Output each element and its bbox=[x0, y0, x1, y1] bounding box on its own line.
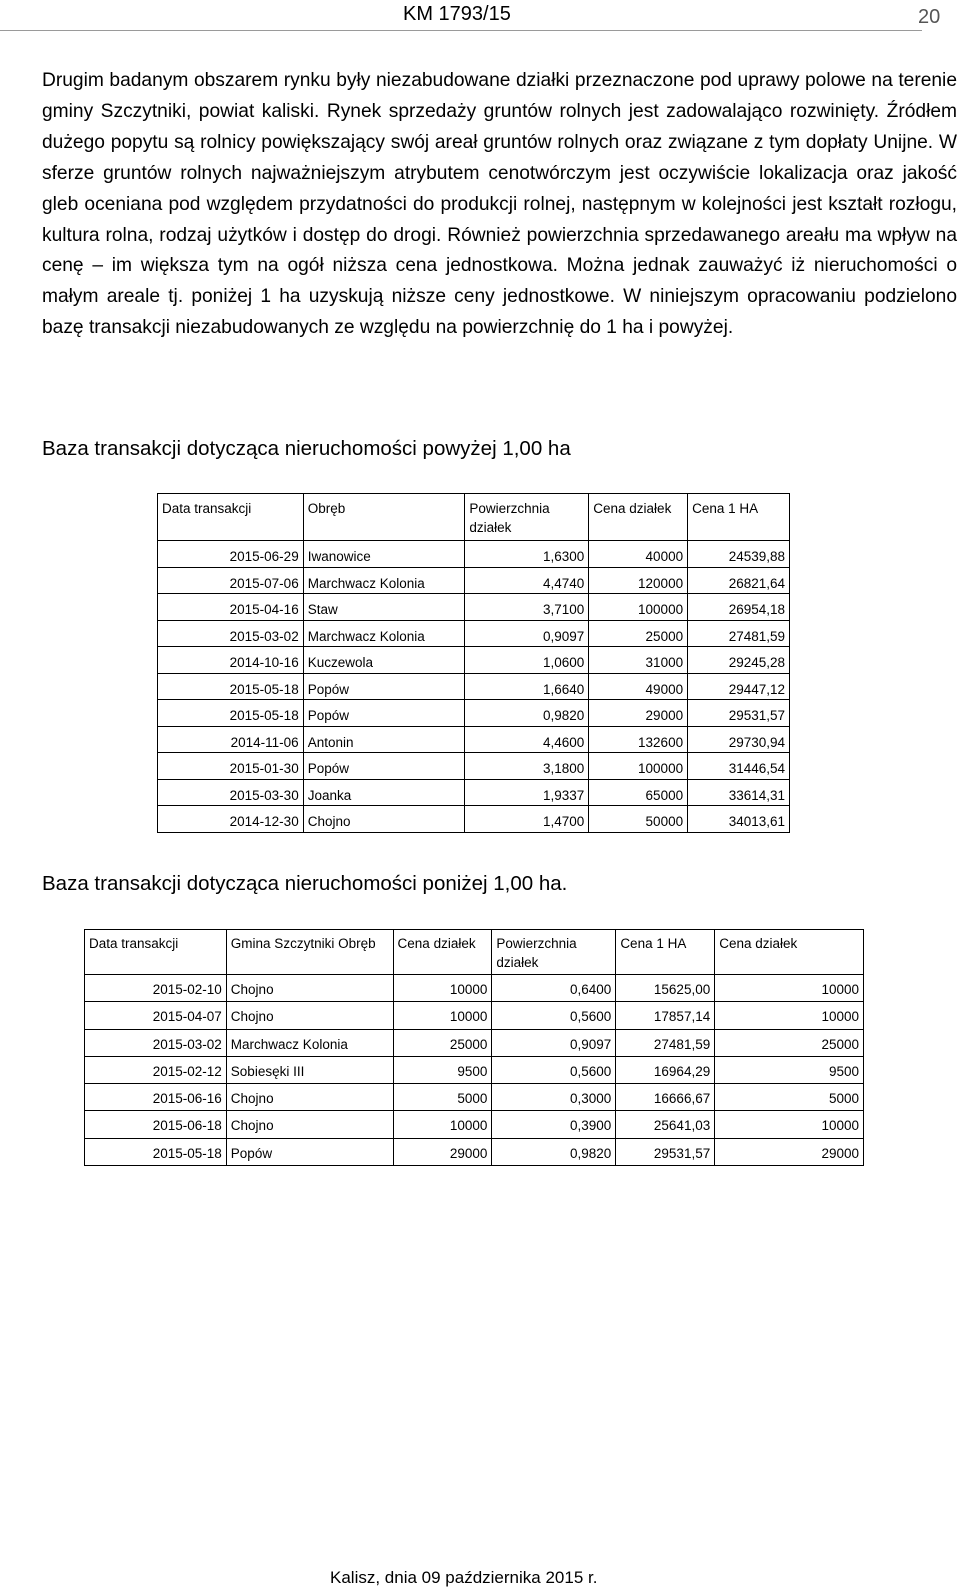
table-cell: 2015-05-18 bbox=[158, 673, 304, 700]
table-row bbox=[85, 975, 864, 1002]
table-cell: 100000 bbox=[589, 753, 688, 780]
table-cell: 2014-11-06 bbox=[158, 726, 304, 753]
table-cell: 29245,28 bbox=[688, 647, 790, 674]
table-cell: 29000 bbox=[589, 700, 688, 727]
table-cell: 16666,67 bbox=[616, 1084, 715, 1111]
table-cell: 5000 bbox=[715, 1084, 864, 1111]
table-cell: 27481,59 bbox=[616, 1029, 715, 1056]
table-row bbox=[158, 620, 790, 647]
document-number: KM 1793/15 bbox=[403, 3, 511, 25]
table-cell: 29730,94 bbox=[688, 726, 790, 753]
page-header bbox=[0, 0, 960, 40]
table-cell: Antonin bbox=[303, 726, 465, 753]
table-cell: 0,5600 bbox=[492, 1002, 616, 1029]
table-cell: 10000 bbox=[715, 975, 864, 1002]
table-row bbox=[158, 806, 790, 833]
table-under-1ha bbox=[84, 929, 864, 1166]
table-cell: 0,3000 bbox=[492, 1084, 616, 1111]
table-cell: 2015-07-06 bbox=[158, 567, 304, 594]
table-cell: 2015-04-07 bbox=[85, 1002, 227, 1029]
column-header: Cena 1 HA bbox=[688, 494, 790, 541]
table-cell: 2015-06-29 bbox=[158, 541, 304, 568]
column-header: Powierzchnia działek bbox=[465, 494, 589, 541]
table-cell: 29000 bbox=[715, 1138, 864, 1165]
table2-heading: Baza transakcji dotycząca nieruchomości poniżej 1,00 ha. bbox=[42, 872, 568, 895]
table-cell: 2015-05-18 bbox=[158, 700, 304, 727]
table-cell: 1,4700 bbox=[465, 806, 589, 833]
table-row bbox=[85, 1002, 864, 1029]
table-header-row bbox=[85, 930, 864, 975]
table-cell: 10000 bbox=[715, 1111, 864, 1138]
table-cell: 26954,18 bbox=[688, 594, 790, 621]
table-cell: 26821,64 bbox=[688, 567, 790, 594]
table-cell: 24539,88 bbox=[688, 541, 790, 568]
table-cell: Marchwacz Kolonia bbox=[226, 1029, 393, 1056]
table-cell: Chojno bbox=[226, 1111, 393, 1138]
table-cell: 29531,57 bbox=[616, 1138, 715, 1165]
table-cell: 25000 bbox=[589, 620, 688, 647]
table-cell: 27481,59 bbox=[688, 620, 790, 647]
table-cell: Chojno bbox=[303, 806, 465, 833]
table-cell: 15625,00 bbox=[616, 975, 715, 1002]
table-cell: 120000 bbox=[589, 567, 688, 594]
table-cell: 10000 bbox=[393, 1002, 492, 1029]
table-cell: Iwanowice bbox=[303, 541, 465, 568]
table-cell: 2015-03-02 bbox=[85, 1029, 227, 1056]
table1-heading: Baza transakcji dotycząca nieruchomości powyżej 1,00 ha bbox=[42, 437, 571, 460]
table-row bbox=[85, 1111, 864, 1138]
table-row bbox=[85, 1138, 864, 1165]
table-cell: Chojno bbox=[226, 975, 393, 1002]
table-header-row bbox=[158, 494, 790, 541]
table-cell: Popów bbox=[303, 753, 465, 780]
column-header: Data transakcji bbox=[85, 930, 227, 975]
table-cell: 31000 bbox=[589, 647, 688, 674]
table-cell: 132600 bbox=[589, 726, 688, 753]
table-cell: 0,9097 bbox=[492, 1029, 616, 1056]
table-cell: 2015-02-10 bbox=[85, 975, 227, 1002]
table-row bbox=[158, 594, 790, 621]
table-row bbox=[85, 1029, 864, 1056]
table-over-1ha bbox=[157, 493, 790, 833]
table-cell: 2015-01-30 bbox=[158, 753, 304, 780]
table-cell: 2015-06-18 bbox=[85, 1111, 227, 1138]
table-cell: 1,6300 bbox=[465, 541, 589, 568]
footer-date: Kalisz, dnia 09 października 2015 r. bbox=[330, 1568, 598, 1587]
table-cell: 5000 bbox=[393, 1084, 492, 1111]
table-row bbox=[158, 779, 790, 806]
table-cell: 0,9097 bbox=[465, 620, 589, 647]
table-cell: 0,6400 bbox=[492, 975, 616, 1002]
table-cell: 49000 bbox=[589, 673, 688, 700]
table-cell: Marchwacz Kolonia bbox=[303, 620, 465, 647]
table-row bbox=[85, 1084, 864, 1111]
table-cell: Sobiesęki III bbox=[226, 1056, 393, 1083]
table-cell: Staw bbox=[303, 594, 465, 621]
table-cell: 2015-06-16 bbox=[85, 1084, 227, 1111]
table-cell: 2014-10-16 bbox=[158, 647, 304, 674]
table-cell: 10000 bbox=[393, 975, 492, 1002]
column-header: Data transakcji bbox=[158, 494, 304, 541]
table-cell: 17857,14 bbox=[616, 1002, 715, 1029]
table-cell: 9500 bbox=[393, 1056, 492, 1083]
table-row bbox=[158, 647, 790, 674]
table-cell: 3,7100 bbox=[465, 594, 589, 621]
table-cell: 10000 bbox=[715, 1002, 864, 1029]
table-cell: 1,6640 bbox=[465, 673, 589, 700]
table-cell: 4,4600 bbox=[465, 726, 589, 753]
table-cell: 34013,61 bbox=[688, 806, 790, 833]
table-cell: Joanka bbox=[303, 779, 465, 806]
table-row bbox=[158, 700, 790, 727]
table-cell: 9500 bbox=[715, 1056, 864, 1083]
intro-paragraph: Drugim badanym obszarem rynku były niezabudowane działki przeznaczone pod uprawy polowe na terenie gminy Szczytniki, powiat kaliski. Rynek sprzedaży gruntów rolnych jest zadowalająco rozwinięty. Źródłem dużego popytu są rolnicy powiększający swój areał gruntów rolnych oraz związane z tym dopłaty Unijne. W sferze gruntów rolnych najważniejszym atrybutem cenotwórczym jest oczywiście lokalizacja oraz jakość gleb oceniana pod względem przydatności do produkcji rolnej, następnym w kolejności jest kształt rozłogu, kultura rolna, rodzaj użytków i dostęp do drogi. Również powierzchnia sprzedawanego areału ma wpływ na cenę – im większa tym na ogół niższa cena jednostkowa. Można jednak zauważyć iż nieruchomości o małym areale tj. poniżej 1 ha uzyskują niższe ceny jednostkowe. W niniejszym opracowaniu podzielono bazę transakcji niezabudowanych ze względu na powierzchnię do 1 ha i powyżej. bbox=[42, 70, 957, 339]
table-cell: 10000 bbox=[393, 1111, 492, 1138]
table-cell: 100000 bbox=[589, 594, 688, 621]
table-cell: 0,3900 bbox=[492, 1111, 616, 1138]
table-cell: 29531,57 bbox=[688, 700, 790, 727]
table-cell: Popów bbox=[226, 1138, 393, 1165]
table-row bbox=[158, 541, 790, 568]
table-cell: 2015-05-18 bbox=[85, 1138, 227, 1165]
table-cell: 3,1800 bbox=[465, 753, 589, 780]
column-header: Cena działek bbox=[393, 930, 492, 975]
table-cell: Kuczewola bbox=[303, 647, 465, 674]
table-row bbox=[158, 753, 790, 780]
table-cell: Popów bbox=[303, 700, 465, 727]
column-header: Cena działek bbox=[589, 494, 688, 541]
table-cell: 29447,12 bbox=[688, 673, 790, 700]
table-cell: 29000 bbox=[393, 1138, 492, 1165]
table-row bbox=[85, 1056, 864, 1083]
table-row bbox=[158, 673, 790, 700]
table-cell: 50000 bbox=[589, 806, 688, 833]
table-cell: 25000 bbox=[715, 1029, 864, 1056]
table-cell: 2015-02-12 bbox=[85, 1056, 227, 1083]
table-cell: 2015-04-16 bbox=[158, 594, 304, 621]
table-cell: 0,9820 bbox=[465, 700, 589, 727]
table-cell: 1,0600 bbox=[465, 647, 589, 674]
table-cell: 16964,29 bbox=[616, 1056, 715, 1083]
table-cell: 2015-03-02 bbox=[158, 620, 304, 647]
table-cell: 1,9337 bbox=[465, 779, 589, 806]
column-header: Powierzchnia działek bbox=[492, 930, 616, 975]
table-cell: 25641,03 bbox=[616, 1111, 715, 1138]
table-row bbox=[158, 726, 790, 753]
table-cell: 4,4740 bbox=[465, 567, 589, 594]
table-cell: 2014-12-30 bbox=[158, 806, 304, 833]
table-cell: 2015-03-30 bbox=[158, 779, 304, 806]
column-header: Gmina Szczytniki Obręb bbox=[226, 930, 393, 975]
column-header: Cena 1 HA bbox=[616, 930, 715, 975]
table-cell: Marchwacz Kolonia bbox=[303, 567, 465, 594]
column-header: Obręb bbox=[303, 494, 465, 541]
column-header: Cena działek bbox=[715, 930, 864, 975]
table-cell: Popów bbox=[303, 673, 465, 700]
table-cell: 0,9820 bbox=[492, 1138, 616, 1165]
header-divider bbox=[0, 30, 922, 31]
page-number: 20 bbox=[918, 6, 941, 28]
table-cell: Chojno bbox=[226, 1084, 393, 1111]
table-cell: 25000 bbox=[393, 1029, 492, 1056]
table-row bbox=[158, 567, 790, 594]
table-cell: 40000 bbox=[589, 541, 688, 568]
table-cell: 65000 bbox=[589, 779, 688, 806]
table-cell: 31446,54 bbox=[688, 753, 790, 780]
table-cell: 33614,31 bbox=[688, 779, 790, 806]
table-cell: 0,5600 bbox=[492, 1056, 616, 1083]
table-cell: Chojno bbox=[226, 1002, 393, 1029]
